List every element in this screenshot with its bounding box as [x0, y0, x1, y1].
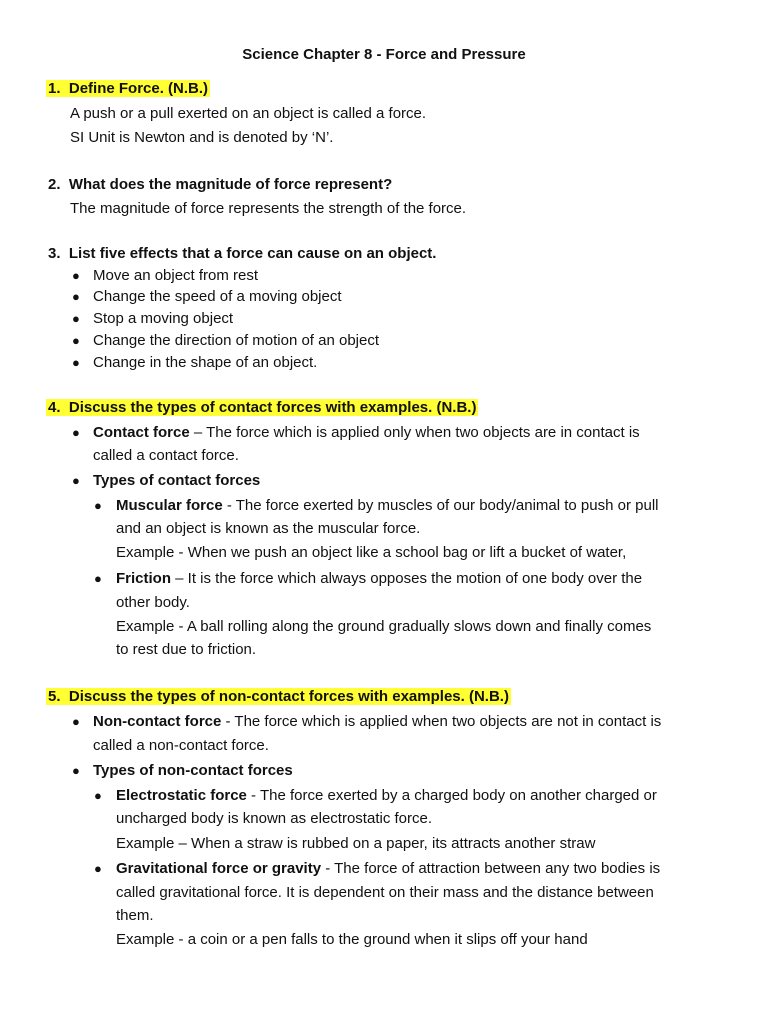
- bullet-dot: ●: [72, 714, 80, 729]
- contact-types-heading: Types of contact forces: [93, 472, 261, 489]
- bullet-dot: ●: [94, 498, 102, 513]
- muscular-force-def-1: - The force exerted by muscles of our body/animal to push or pull: [222, 497, 659, 514]
- bullet-dot: ●: [72, 355, 80, 370]
- question-4-heading: [46, 399, 478, 417]
- friction-example-2: to rest due to friction.: [116, 641, 257, 658]
- answer-2-line-1: The magnitude of force represents the strength of the force.: [70, 200, 467, 217]
- contact-force-definition: [93, 424, 640, 442]
- muscular-force-term: Muscular force: [116, 497, 223, 514]
- contact-force-def-1: – The force which is applied only when two objects are in contact is: [189, 424, 640, 441]
- gravitational-force-term: Gravitational force or gravity: [116, 860, 322, 877]
- bullet-dot: ●: [72, 763, 80, 778]
- electrostatic-force-def-2: uncharged body is known as electrostatic force.: [116, 810, 433, 827]
- muscular-force-definition: [116, 497, 658, 515]
- electrostatic-force-example: Example – When a straw is rubbed on a paper, its attracts another straw: [116, 835, 596, 852]
- bullet-dot: ●: [94, 788, 102, 803]
- question-5-heading: [46, 688, 511, 706]
- question-4-text: Discuss the types of contact forces with examples. (N.B.): [68, 399, 477, 416]
- bullet-dot: ●: [72, 333, 80, 348]
- electrostatic-force-term: Electrostatic force: [116, 787, 247, 804]
- gravitational-force-definition: [116, 860, 660, 878]
- noncontact-force-definition: [93, 713, 661, 731]
- effect-item-1: Move an object from rest: [93, 267, 259, 284]
- question-4-number: 4.: [48, 399, 61, 416]
- question-1-text: Define Force. (N.B.): [68, 80, 209, 97]
- friction-def-1: – It is the force which always opposes the motion of one body over the: [171, 570, 643, 587]
- page-title: Science Chapter 8 - Force and Pressure: [242, 46, 526, 63]
- question-3-text: List five effects that a force can cause on an object.: [68, 245, 437, 262]
- question-5-number: 5.: [48, 688, 61, 705]
- question-5-text: Discuss the types of non-contact forces with examples. (N.B.): [68, 688, 509, 705]
- noncontact-force-def-2: called a non-contact force.: [93, 737, 269, 754]
- bullet-dot: ●: [72, 268, 80, 283]
- question-2-number: 2.: [48, 176, 61, 193]
- bullet-dot: ●: [94, 571, 102, 586]
- question-3-number: 3.: [48, 245, 61, 262]
- question-1-number: 1.: [48, 80, 61, 97]
- noncontact-types-heading: Types of non-contact forces: [93, 762, 293, 779]
- effect-item-3: Stop a moving object: [93, 310, 234, 327]
- bullet-dot: ●: [72, 311, 80, 326]
- contact-force-term: Contact force: [93, 424, 190, 441]
- bullet-dot: ●: [94, 861, 102, 876]
- contact-force-def-2: called a contact force.: [93, 447, 239, 464]
- friction-def-2: other body.: [116, 594, 190, 611]
- electrostatic-force-definition: [116, 787, 657, 805]
- electrostatic-force-def-1: - The force exerted by a charged body on another charged or: [246, 787, 657, 804]
- effect-item-4: Change the direction of motion of an object: [93, 332, 380, 349]
- question-3-heading: [48, 245, 436, 263]
- gravitational-force-def-1: - The force of attraction between any two bodies is: [321, 860, 661, 877]
- bullet-dot: ●: [72, 473, 80, 488]
- noncontact-force-def-1: - The force which is applied when two objects are not in contact is: [221, 713, 662, 730]
- effect-item-2: Change the speed of a moving object: [93, 288, 342, 305]
- noncontact-force-term: Non-contact force: [93, 713, 222, 730]
- answer-1-line-1: A push or a pull exerted on an object is called a force.: [70, 105, 427, 122]
- friction-term: Friction: [116, 570, 171, 587]
- question-1-heading: [46, 80, 210, 98]
- friction-example-1: Example - A ball rolling along the ground gradually slows down and finally comes: [116, 618, 652, 635]
- question-2-text: What does the magnitude of force represent?: [68, 176, 393, 193]
- question-2-heading: [48, 176, 392, 194]
- answer-1-line-2: SI Unit is Newton and is denoted by ‘N’.: [70, 129, 334, 146]
- friction-definition: [116, 570, 642, 588]
- gravitational-force-def-2: called gravitational force. It is dependent on their mass and the distance between: [116, 884, 654, 901]
- effect-item-5: Change in the shape of an object.: [93, 354, 318, 371]
- gravitational-force-example: Example - a coin or a pen falls to the ground when it slips off your hand: [116, 931, 588, 948]
- bullet-dot: ●: [72, 425, 80, 440]
- bullet-dot: ●: [72, 289, 80, 304]
- muscular-force-example: Example - When we push an object like a school bag or lift a bucket of water,: [116, 544, 627, 561]
- gravitational-force-def-3: them.: [116, 907, 154, 924]
- muscular-force-def-2: and an object is known as the muscular force.: [116, 520, 421, 537]
